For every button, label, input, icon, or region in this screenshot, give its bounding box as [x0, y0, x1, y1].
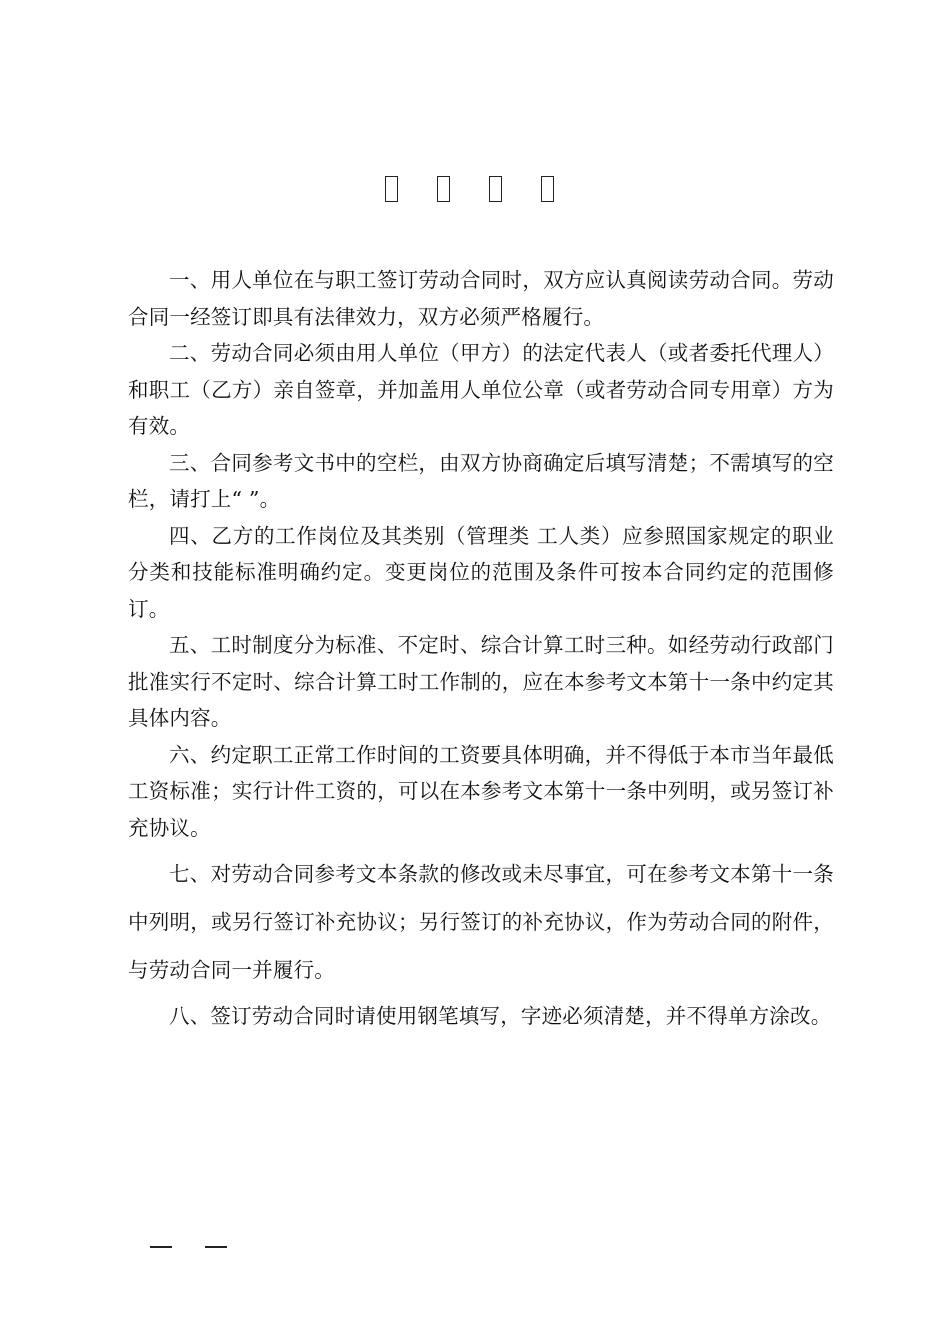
page-number-mark-left — [150, 1246, 172, 1248]
paragraph-8: 八、签订劳动合同时请使用钢笔填写，字迹必须清楚，并不得单方涂改。 — [169, 1004, 832, 1028]
paragraph-7: 七、对劳动合同参考文本条款的修改或未尽事宜，可在参考文本第十一条中列明，或另行签订补充协议；另行签订的补充协议，作为劳动合同的附件，与劳动合同一并履行。 — [128, 862, 834, 982]
paragraph-2: 二、劳动合同必须由用人单位（甲方）的法定代表人（或者委托代理人）和职工（乙方）亲自签章，并加盖用人单位公章（或者劳动合同专用章）方为有效。 — [128, 341, 834, 438]
title-glyph-1 — [385, 176, 398, 202]
paragraph-1: 一、用人单位在与职工签订劳动合同时，双方应认真阅读劳动合同。劳动合同一经签订即具有法律效力，双方必须严格履行。 — [128, 268, 834, 329]
paragraph-4: 四、乙方的工作岗位及其类别（管理类 工人类）应参照国家规定的职业分类和技能标准明确约定。变更岗位的范围及条件可按本合同约定的范围修订。 — [128, 523, 834, 621]
title-glyph-2 — [437, 176, 450, 202]
paragraph-5: 五、工时制度分为标准、不定时、综合计算工时三种。如经劳动行政部门批准实行不定时、综合计算工时工作制的，应在本参考文本第十一条中约定其具体内容。 — [128, 633, 834, 730]
title-glyph-3 — [489, 176, 502, 202]
paragraph-6: 六、约定职工正常工作时间的工资要具体明确，并不得低于本市当年最低工资标准；实行计件工资的，可以在本参考文本第十一条中列明，或另签订补充协议。 — [128, 742, 834, 840]
title-glyph-4 — [541, 176, 554, 202]
page-title — [0, 176, 950, 212]
instructions-body — [128, 262, 834, 1035]
page-number-mark-right — [205, 1246, 227, 1248]
page-footer — [0, 1234, 950, 1264]
paragraph-3: 三、合同参考文书中的空栏，由双方协商确定后填写清楚；不需填写的空栏，请打上“ ”。 — [128, 450, 834, 511]
